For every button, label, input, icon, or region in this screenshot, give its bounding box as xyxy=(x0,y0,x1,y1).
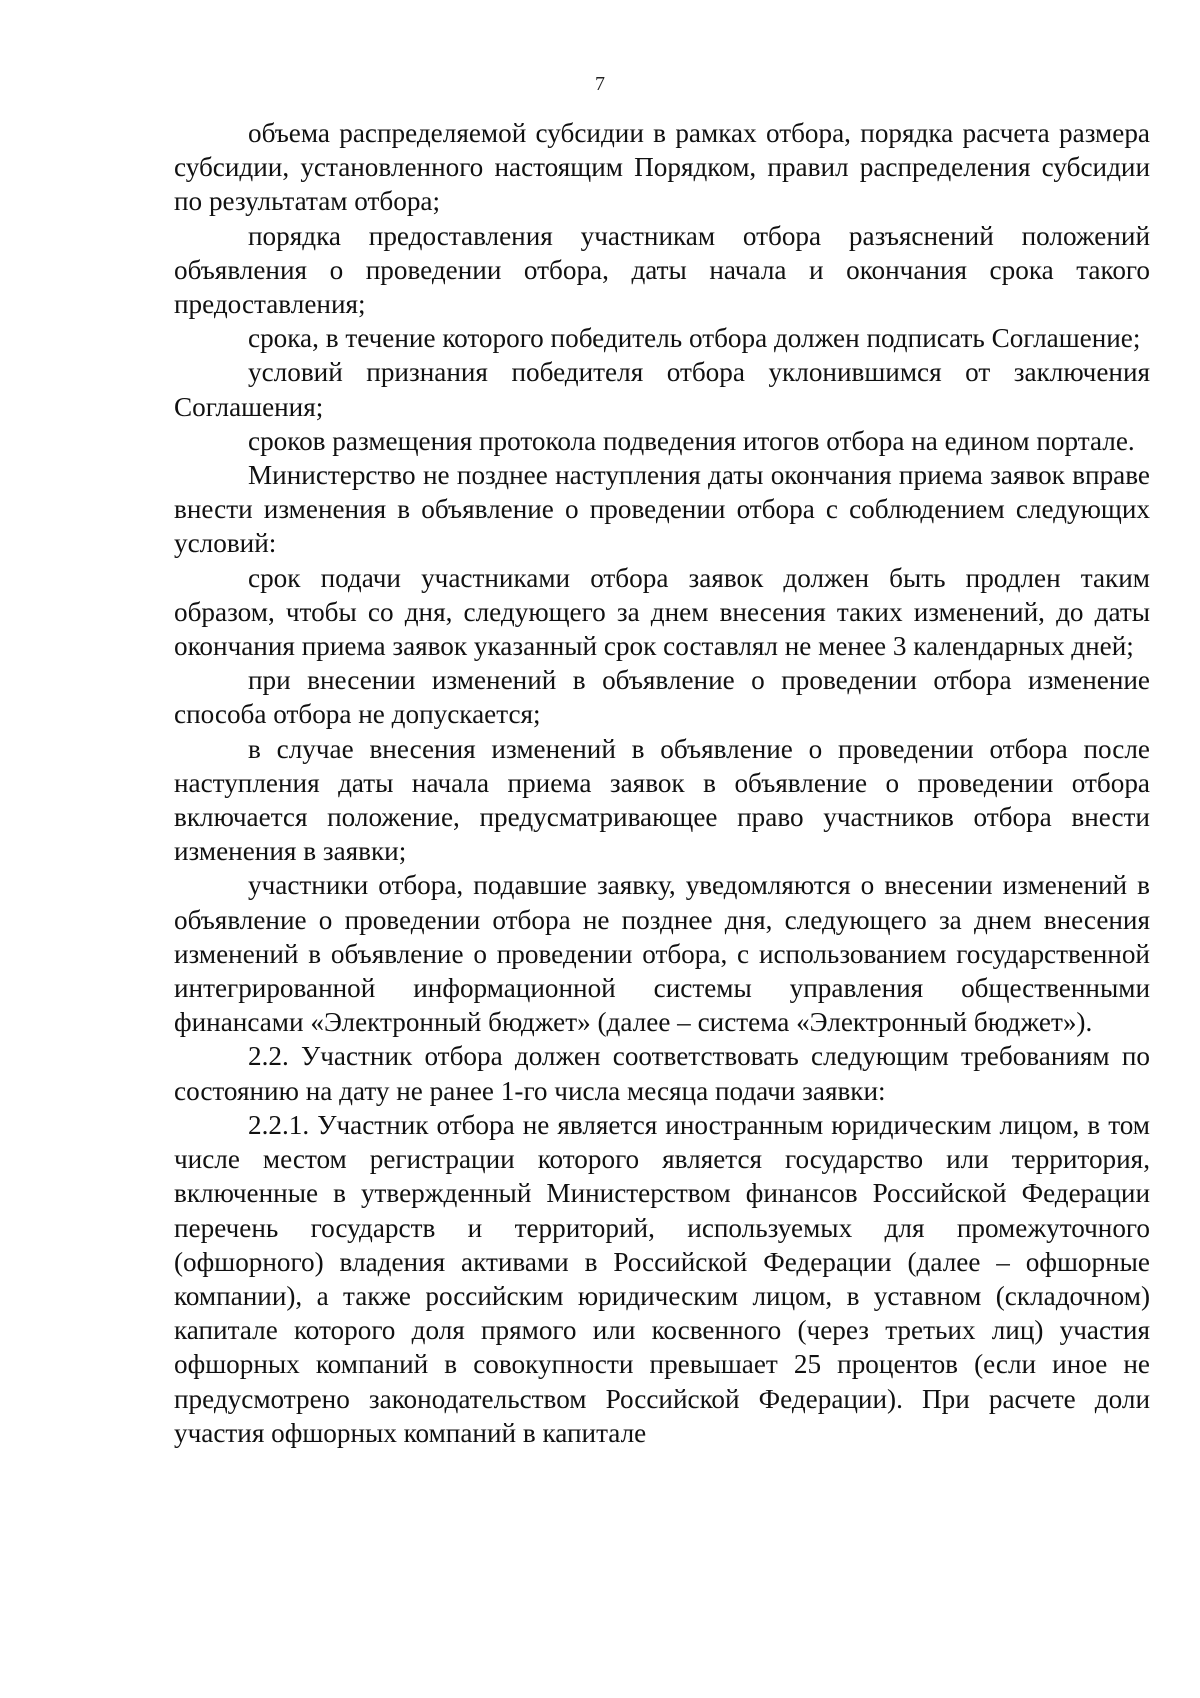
document-body xyxy=(174,116,1150,1450)
paragraph: 2.2.1. Участник отбора не является иностранным юридическим лицом, в том числе местом регистрации которого является государство или территория, включенные в утвержденный Министерством финансов Российской Федерации перечень государств и территорий, используемых для промежуточного (офшорного) владения активами в Российской Федерации (далее – офшорные компании), а также российским юридическим лицом, в уставном (складочном) капитале которого доля прямого или косвенного (через третьих лиц) участия офшорных компаний в совокупности превышает 25 процентов (если иное не предусмотрено законодательством Российской Федерации). При расчете доли участия офшорных компаний в капитале xyxy=(174,1109,1150,1448)
paragraph: срока, в течение которого победитель отбора должен подписать Соглашение; xyxy=(248,323,1141,354)
paragraph: порядка предоставления участникам отбора разъяснений положений объявления о проведении отбора, даты начала и окончания срока такого предоставления; xyxy=(174,220,1150,320)
paragraph: 2.2. Участник отбора должен соответствовать следующим требованиям по состоянию на дату не ранее 1-го числа месяца подачи заявки: xyxy=(174,1041,1150,1106)
paragraph: сроков размещения протокола подведения итогов отбора на едином портале. xyxy=(248,425,1135,456)
paragraph: объема распределяемой субсидии в рамках отбора, порядка расчета размера субсидии, установленного настоящим Порядком, правил распределения субсидии по результатам отбора; xyxy=(174,118,1150,217)
page-number: 7 xyxy=(595,73,605,95)
paragraph: при внесении изменений в объявление о проведении отбора изменение способа отбора не допускается; xyxy=(174,665,1150,730)
paragraph: срок подачи участниками отбора заявок должен быть продлен таким образом, чтобы со дня, следующего за днем внесения таких изменений, до даты окончания приема заявок указанный срок составлял не менее 3 календарных дней; xyxy=(174,562,1150,662)
paragraph: участники отбора, подавшие заявку, уведомляются о внесении изменений в объявление о проведении отбора не позднее дня, следующего за днем внесения изменений в объявление о проведении отбора, с использованием государственной интегрированной информационной системы управления общественными финансами «Электронный бюджет» (далее – система «Электронный бюджет»). xyxy=(174,870,1150,1038)
paragraph: условий признания победителя отбора уклонившимся от заключения Соглашения; xyxy=(174,357,1150,422)
paragraph: в случае внесения изменений в объявление о проведении отбора после наступления даты начала приема заявок в объявление о проведении отбора включается положение, предусматривающее право участников отбора внести изменения в заявки; xyxy=(174,733,1150,867)
paragraph: Министерство не позднее наступления даты окончания приема заявок вправе внести изменения в объявление о проведении отбора с соблюдением следующих условий: xyxy=(174,460,1150,559)
